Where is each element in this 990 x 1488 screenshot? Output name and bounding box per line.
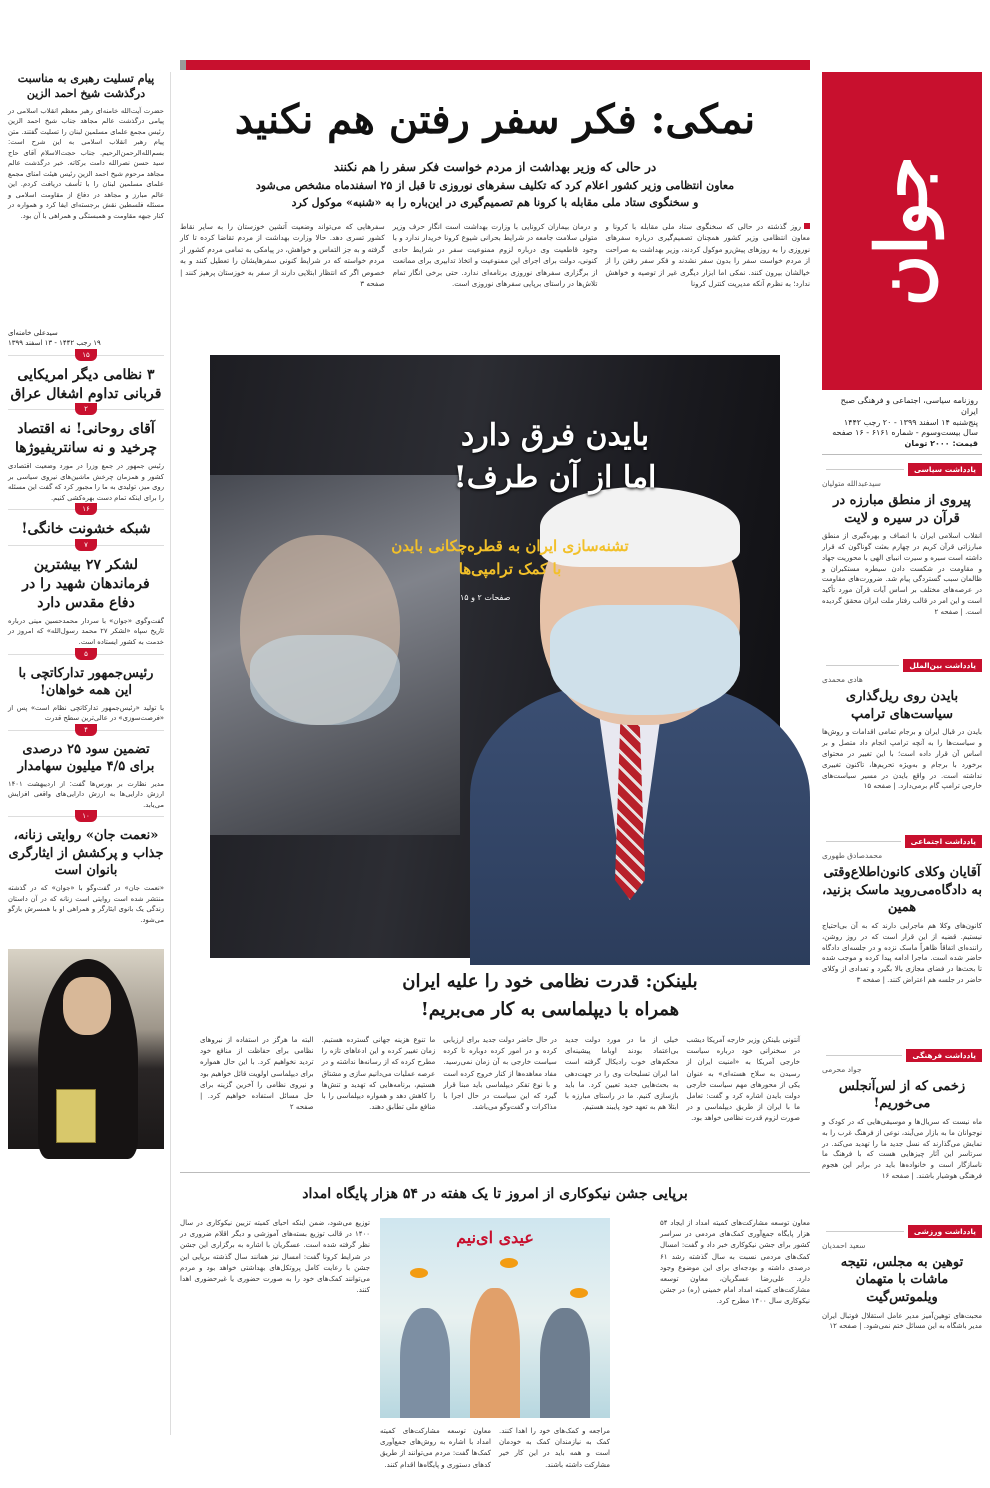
page-badge: ۱۶ xyxy=(75,503,97,515)
left-item-title[interactable]: رئیس‌جمهور تدارکاتچی با این همه خواهان! xyxy=(18,665,154,699)
author: سید‌عبدالله متولیان xyxy=(822,478,881,488)
page-badge: ۱۰ xyxy=(75,810,97,822)
main-lead xyxy=(180,158,810,211)
section-tag: یادداشت سیاسی xyxy=(908,463,982,476)
photo-subtitle: تشنه‌سازی ایران به قطره‌چکانی بایدن با کمک ترامپی‌ها xyxy=(391,537,629,578)
left-item[interactable] xyxy=(8,649,164,724)
page-badge: ۵ xyxy=(75,648,97,660)
meta-line-3: سال بیست‌وسوم - شماره ۶۱۶۱ - ۱۶ صفحه xyxy=(832,428,978,438)
item-title[interactable]: بایدن روی ریل‌گذاری سیاست‌های ترامپ xyxy=(845,689,959,722)
page-badge: ۲ xyxy=(75,403,97,415)
poster-child xyxy=(540,1308,590,1418)
meta-line-2: پنج‌شنبه ۱۴ اسفند ۱۳۹۹ - ۲۰ رجب ۱۴۴۲ xyxy=(843,417,978,427)
right-item[interactable] xyxy=(822,1049,982,1217)
poster-child xyxy=(400,1308,450,1418)
right-item[interactable] xyxy=(822,835,982,1041)
center-column xyxy=(179,60,810,1469)
face-mask xyxy=(550,605,740,715)
story3-right-text: معاون توسعه مشارکت‌های کمیته امداد از ایجاد ۵۴ هزار پایگاه جمع‌آوری کمک‌های مردمی در سراسر کشور برای جشن نیکوکاری خبر داد و گفت: امسال کمک‌های مردمی نسبت به سال گذشته رشد ۶۱ درصدی داشته و بودجه‌ای برای این موضوع وجود دارد. علی‌رضا عسگریان، معاون توسعه مشارکت‌های کمیته امداد امام خمینی (ره) در جشن نیکوکاری سال ۱۴۰۰ مطرح کرد. xyxy=(660,1219,810,1306)
reflection-mask xyxy=(250,635,400,725)
condolence-signature: سیدعلی خامنه‌ای ۱۹ رجب ۱۴۴۲ - ۱۳ اسفند ۱۳۹۹ xyxy=(8,328,101,348)
price: قیمت: ۲۰۰۰ تومان xyxy=(904,439,978,449)
left-item[interactable] xyxy=(8,725,164,811)
left-item-title[interactable]: «نعمت جان» روایتی زنانه، جذاب و پرکشش از ایثارگری بانوان است xyxy=(8,828,164,879)
divider xyxy=(180,1172,810,1173)
item-title[interactable]: توهین به مجلس، نتیجه ماشات با متهمان ویلموتس‌گیت xyxy=(840,1254,964,1305)
condolence-body: حضرت آیت‌الله خامنه‌ای رهبر معظم انقلاب اسلامی در پیامی درگذشت عالم مجاهد جناب شیخ احمد الزین رئیس مجمع علمای مسلمین لبنان را تسلیت گفتند. متن پیام رهبر انقلاب اسلامی به این شرح است: بسم‌الله‌الرحمن‌الرحیم. جناب حجت‌الاسلام آقای حاج سید حسن نصرالله دامت برکاته. خبر درگذشت عالم مجاهد مرحوم شیخ احمد الزین رئیس هیئت امنای مجمع علمای مسلمین لبنان را با تأسف دریافت کردم. این عالم مبارز و مجاهد در دفاع از مقاومت اسلامی و مسئله فلسطین نقش برجسته‌ای ایفا کرد و همواره در کنار جبهه مقاومت و همبستگی و همراهی با آن بود. xyxy=(8,106,164,220)
left-item-sub: مدیر نظارت بر بورس‌ها گفت: از اردیبهشت ۱۴۰۱ ارزش دارایی‌ها به ارزش دارایی‌های واقعی افزایش می‌یابد. xyxy=(8,779,164,809)
fish-icon xyxy=(570,1288,588,1298)
left-item-title[interactable]: آقای روحانی! نه اقتصاد چرخید و نه سانتریفیوژها xyxy=(14,421,158,457)
story3-headline[interactable]: برپایی جشن نیکوکاری از امروز تا یک هفته در ۵۴ هزار پایگاه امداد xyxy=(302,1186,688,1202)
item-body: انقلاب اسلامی ایران با انصاف و بهره‌گیری از منطق مبارزاتی قرآن کریم در چهارم بعثت گوناگون که قرار داشته است سیره و سیرت انبیای الهی با محوریت جهاد و مقاومت در شکست دادن سیطره مستکبران و ظالمان سبب گستردگی پیام شد. ضرورت‌های مقاومت در عرصه‌های مختلف بر اساس آیات قرآن مورد تأکید است و این امر در قالب رفتار ملت ایران محقق گردیده است. | صفحه ۲ xyxy=(822,532,982,616)
right-column xyxy=(822,72,982,1435)
author: هادی محمدی xyxy=(822,675,863,685)
item-title[interactable]: پیروی از منطق مبارزه در قرآن در سیره و لایت xyxy=(833,492,971,526)
section-tag: یادداشت بین‌الملل xyxy=(903,659,982,672)
item-title[interactable]: زخمی که از لس‌آنجلس می‌خوریم! xyxy=(838,1078,966,1112)
left-item[interactable] xyxy=(8,541,164,647)
left-item[interactable] xyxy=(8,505,164,539)
item-title[interactable]: آقایان وکلای کانون‌اطلاع‌وقتی به دادگاه‌می‌روید ماسک بزنید، همین xyxy=(822,865,982,916)
lead-line-1: در حالی که وزیر بهداشت از مردم خواست فکر سفر را هم نکنند xyxy=(333,160,657,174)
left-item-sub: گفت‌وگوی «جوان» با سردار محمدحسین مینی درباره تاریخ سپاه «لشکر ۲۷ محمد رسول‌الله» که امروز در خدمت به کشور ایستاده است. xyxy=(8,616,164,646)
cover-photo[interactable] xyxy=(210,355,780,958)
story2-headline[interactable]: بلینکن: قدرت نظامی خود را علیه ایران همراه با دیپلماسی به کار می‌بریم! xyxy=(402,971,698,1020)
main-body-col: روز گذشته در حالی که سخنگوی ستاد ملی مقابله با کرونا و معاون انتظامی وزیر کشور همچنان تصمیم‌گیری درباره سفرهای نوروزی را به روزهای پیش‌رو موکول کردند، وزیر بهداشت به صراحت از مردم خواست سفر را بدون سفر نشدند و فکر سفر رفتن را از خیالشان بیرون کنند. نمکی اما ابزار دیگری غیر از توصیه و خواهش ندارد؛ به نظرم آنکه مدیریت کنترل کرونا xyxy=(605,221,810,289)
left-item[interactable] xyxy=(8,812,164,941)
fish-icon xyxy=(410,1268,428,1278)
section-tag: یادداشت فرهنگی xyxy=(906,1049,982,1062)
story3-col: مراجعه و کمک‌های خود را اهدا کنند. کمک به نیازمندان کمک به خودمان است و همه باید در این کار خیر مشارکت داشته باشند. xyxy=(499,1427,610,1469)
masthead xyxy=(822,72,982,390)
main-body-col: سفرهایی که می‌تواند وضعیت آتشین خوزستان را به سایر نقاط کشور تسری دهد. حالا وزارت بهداشت از مردم تقاضا کرده تا کار گرفته و به جز التماس و خواهش، در پیامکی به تمامی مردم کشور از مردم خواسته که در شرایط کنونی سفرهایشان را تعطیل کنند و به خصوص اگر که انتظار ابتلایی دارند از سفر به خوزستان پرهیز کنند | صفحه ۳ xyxy=(179,221,385,289)
condolence-headline[interactable]: پیام تسلیت رهبری به مناسبت درگذشت شیخ احمد الزین xyxy=(17,72,155,100)
section-tag: یادداشت ورزشی xyxy=(908,1225,982,1238)
photo-title: بایدن فرق دارد اما از آن طرف! xyxy=(453,418,657,495)
main-headline[interactable]: نمکی: فکر سفر رفتن هم نکنید xyxy=(234,96,756,143)
story3-left-text: توزیع می‌شود، ضمن اینکه احیای کمیته تزیین نیکوکاری در سال ۱۴۰۰ در قالب توزیع بسته‌های آموزشی و دیگر اقلام ضروری در نظر گرفته شده است. عسگریان با اشاره به برگزاری این جشن در شرایط کرونا گفت: امسال نیز همانند سال گذشته برپایی این جشن با رعایت کامل پروتکل‌های بهداشتی خواهد بود و مردم می‌توانند کمک‌های خود را به صورت حضوری یا غیرحضوری اهدا کنند. xyxy=(180,1219,370,1295)
left-item-sub: رئیس جمهور در جمع وزرا در مورد وضعیت اقتصادی کشور و همزمان چرخش ماشین‌های نیروی سیاسی بر روی میز، تولیدی به ما را مجبور کرد که گفت این مسئله را برای اینکه تمام دست بهره‌کشی کنیم. xyxy=(8,462,164,502)
poster-child xyxy=(470,1288,520,1418)
author: سعید احمدیان xyxy=(822,1240,866,1250)
item-body: بایدن در قبال ایران و برجام تمامی اقدامات و روش‌ها و سیاست‌ها را به آنچه ترامپ انجام داد متصل و بر اساس آن قرار داده است؛ با این تغییر در محتوای برخورد با برجام و به‌ویژه تحریم‌ها، تاکنون تغییری نداشته است. در واقع بایدن در مسیر سیاست‌های خارجی ترامپ گام برمی‌دارد. | صفحه ۱۵ xyxy=(822,728,982,791)
main-body-col: و درمان بیماران کرونایی با وزارت بهداشت است انگار حرف وزیر متولی سلامت جامعه در شرایط بحرانی شیوع کرونا خریدار ندارد و با وجود قاطعیت وی درباره لزوم ممنوعیت سفر در شرایط حادی کنونی، دولت برای اجرای این ممنوعیت و اتخاذ تدابیری برای ممانعت از برگزاری سفرهای نوروزی برنامه‌ای ندارد. حتی برخی انگار تمام تلاش‌ها در راستای برپایی سفرهای نوروزی است. xyxy=(392,221,598,289)
meta-line-1: روزنامه سیاسی، اجتماعی و فرهنگی صبح ایران xyxy=(840,396,978,416)
left-item-title[interactable]: شبکه خشونت خانگی! xyxy=(21,521,151,538)
story2-col: خیلی از ما در مورد دولت جدید بی‌اعتماد بودند اوباما پیشینه‌ای محکم‌های خوب رادیکال گرفته است اما ایران تسلیحات وی را در جهت‌دهی به بحث‌هایی جدید تعیین کرد. ما باید بازسازی کنیم. ما در راستای مبارزه با ابتلا هم به تعهد خود پایبند هستیم. xyxy=(564,1036,679,1112)
left-item-sub: با تولید «رئیس‌جمهور تدارکاتچی نظام است» پس از «فرصت‌سوزی» در عالی‌ترین سطح قدرت xyxy=(8,703,164,723)
page-badge: ۷ xyxy=(75,539,97,551)
left-item[interactable] xyxy=(8,405,164,503)
masthead-logo: جوان xyxy=(860,155,943,307)
section-tag: یادداشت اجتماعی xyxy=(905,835,982,848)
story2-col: در حال حاضر دولت جدید برای ارزیابی کرده و در امور کرده دوباره تا کرده سیاست خارجی به آن زمان نمی‌رسید. مفاد معاهده‌ها از کنار خروج کرده است و با نوع تفکر دیپلماسی باید مبنا قرار گیرد که این سیاست در حال اجرا با مذاکرات و گفت‌وگو می‌باشد. xyxy=(443,1036,557,1112)
item-body: محبت‌های توهین‌آمیز مدیر عامل استقلال فوتبال ایران مدیر باشگاه به این مسائل ختم نمی‌شود. | صفحه ۱۲ xyxy=(822,1311,982,1331)
story2-col: ما تنوع هزینه جهانی گسترده هستیم. زمان تغییر کرده و این ادعاهای تازه را مطرح کرده که از رسانه‌ها نداشته و در عرصه عملیات می‌دانیم سازی و مشتاق هستیم، برنامه‌هایی که تهدید و تنش‌ها را کاهش دهد و همواره دیپلماسی را با منافع ملی تطابق دهند. xyxy=(321,1036,436,1112)
author: محمد‌صادق طهوری xyxy=(822,851,883,861)
right-item[interactable] xyxy=(822,659,982,827)
left-column xyxy=(8,72,171,1435)
author: جواد محرمی xyxy=(822,1064,862,1074)
fish-icon xyxy=(500,1258,518,1268)
story2-col: آنتونی بلینکن وزیر خارجه آمریکا دیشب در سخنرانی خود درباره سیاست خارجی آمریکا به «امنیت ایران از رسیدن به سلاح هسته‌ای» به عنوان یکی از محورهای مهم سیاست خارجی دولت بایدن اشاره کرد و گفت: تعامل ما با ایران از طریق دیپلماسی و در صورت لزوم قدرت نظامی خواهد بود. xyxy=(686,1036,800,1123)
left-item-title[interactable]: ۳ نظامی دیگر امریکایی قربانی تداوم اشغال عراق xyxy=(10,366,162,402)
left-item-title[interactable]: تضمین سود ۲۵ درصدی برای ۴/۵ میلیون سهامدار xyxy=(17,741,155,775)
right-item[interactable] xyxy=(822,463,982,651)
author-photo xyxy=(8,949,164,1149)
left-item-sub: «نعمت جان» در گفت‌وگو با «جوان» که در گذشته منتشر شده است روایتی است زنانه که در آن داستان زندگی یک بانوی ایثارگر و همراهی او با همسرش بازگو می‌شود. xyxy=(8,884,164,924)
left-item-title[interactable]: لشکر ۲۷ بیشترین فرماندهان شهید را در دفاع مقدس دارد xyxy=(22,557,150,612)
poster-title: عیدی ای‌نیم xyxy=(456,1228,534,1247)
top-bar xyxy=(180,60,810,70)
item-body: ماه نیست که سریال‌ها و موسیقی‌هایی که در کودک و نوجوانان ما به بازار می‌آیند، نوعی از فرهنگ غرب را به نمایش می‌گذارند که نسل جدید ما را تهدید می‌کند. در سرتاسر این آثار چیزهایی هست که با فرهنگ ما ناسازگار است و خانواده‌ها باید در برابر این هجوم فرهنگی هوشیار باشند. | صفحه ۱۶ xyxy=(822,1117,982,1181)
main-body xyxy=(180,221,810,311)
book-icon xyxy=(56,1089,96,1143)
item-body: کانون‌های وکلا هم ماجرایی دارند که به آن بی‌احتیاج نیستیم. قضیه از این قرار است که در روز روشن، راننده‌ای اتفاقاً ظاهراً ماسک نزده و در جلسه‌ای دادگاه حاضر شده است. ماجرا ادامه پیدا کرده و موجب شده تا بحث‌ها در فضای مجازی بالا بگیرد و تعدادی از وکلای حاضر در جلسه هم اعتراض کنند. | صفحه ۳ xyxy=(822,921,982,985)
face xyxy=(63,977,111,1035)
lead-line-2: معاون انتظامی وزیر کشور اعلام کرد که تکلیف سفرهای نوروزی تا قبل از ۲۵ اسفندماه مشخص می‌شود xyxy=(255,178,735,192)
masthead-meta xyxy=(822,390,982,455)
page-badge: ۱۵ xyxy=(75,349,97,361)
right-item[interactable] xyxy=(822,1225,982,1371)
left-item[interactable] xyxy=(8,350,164,404)
page-reference: صفحات ۲ و ۱۵ xyxy=(460,593,511,602)
lead-line-3: و سخنگوی ستاد ملی مقابله با کرونا هم تصمیم‌گیری در این‌باره را به «شنبه» موکول کرد xyxy=(291,195,699,209)
story3-col: معاون توسعه مشارکت‌های کمیته امداد با اشاره به روش‌های جمع‌آوری کمک‌ها گفت: مردم می‌توانند از طریق کدهای دستوری و پایگاه‌ها اقدام کنند. xyxy=(380,1427,491,1469)
story2-body xyxy=(200,1035,800,1155)
story3-bottom xyxy=(380,1426,610,1488)
story2-col: البته ما هرگز در استفاده از نیروهای نظامی برای حفاظت از منافع خود تردید نخواهیم کرد. با این حال همواره برای دیپلماسی اولویت قائل خواهیم بود و نیروی نظامی را آخرین گزینه برای حل مسائل استفاده خواهیم کرد. | صفحه ۲ xyxy=(200,1036,314,1112)
page-badge: ۴ xyxy=(75,724,97,736)
charity-poster xyxy=(380,1218,610,1418)
